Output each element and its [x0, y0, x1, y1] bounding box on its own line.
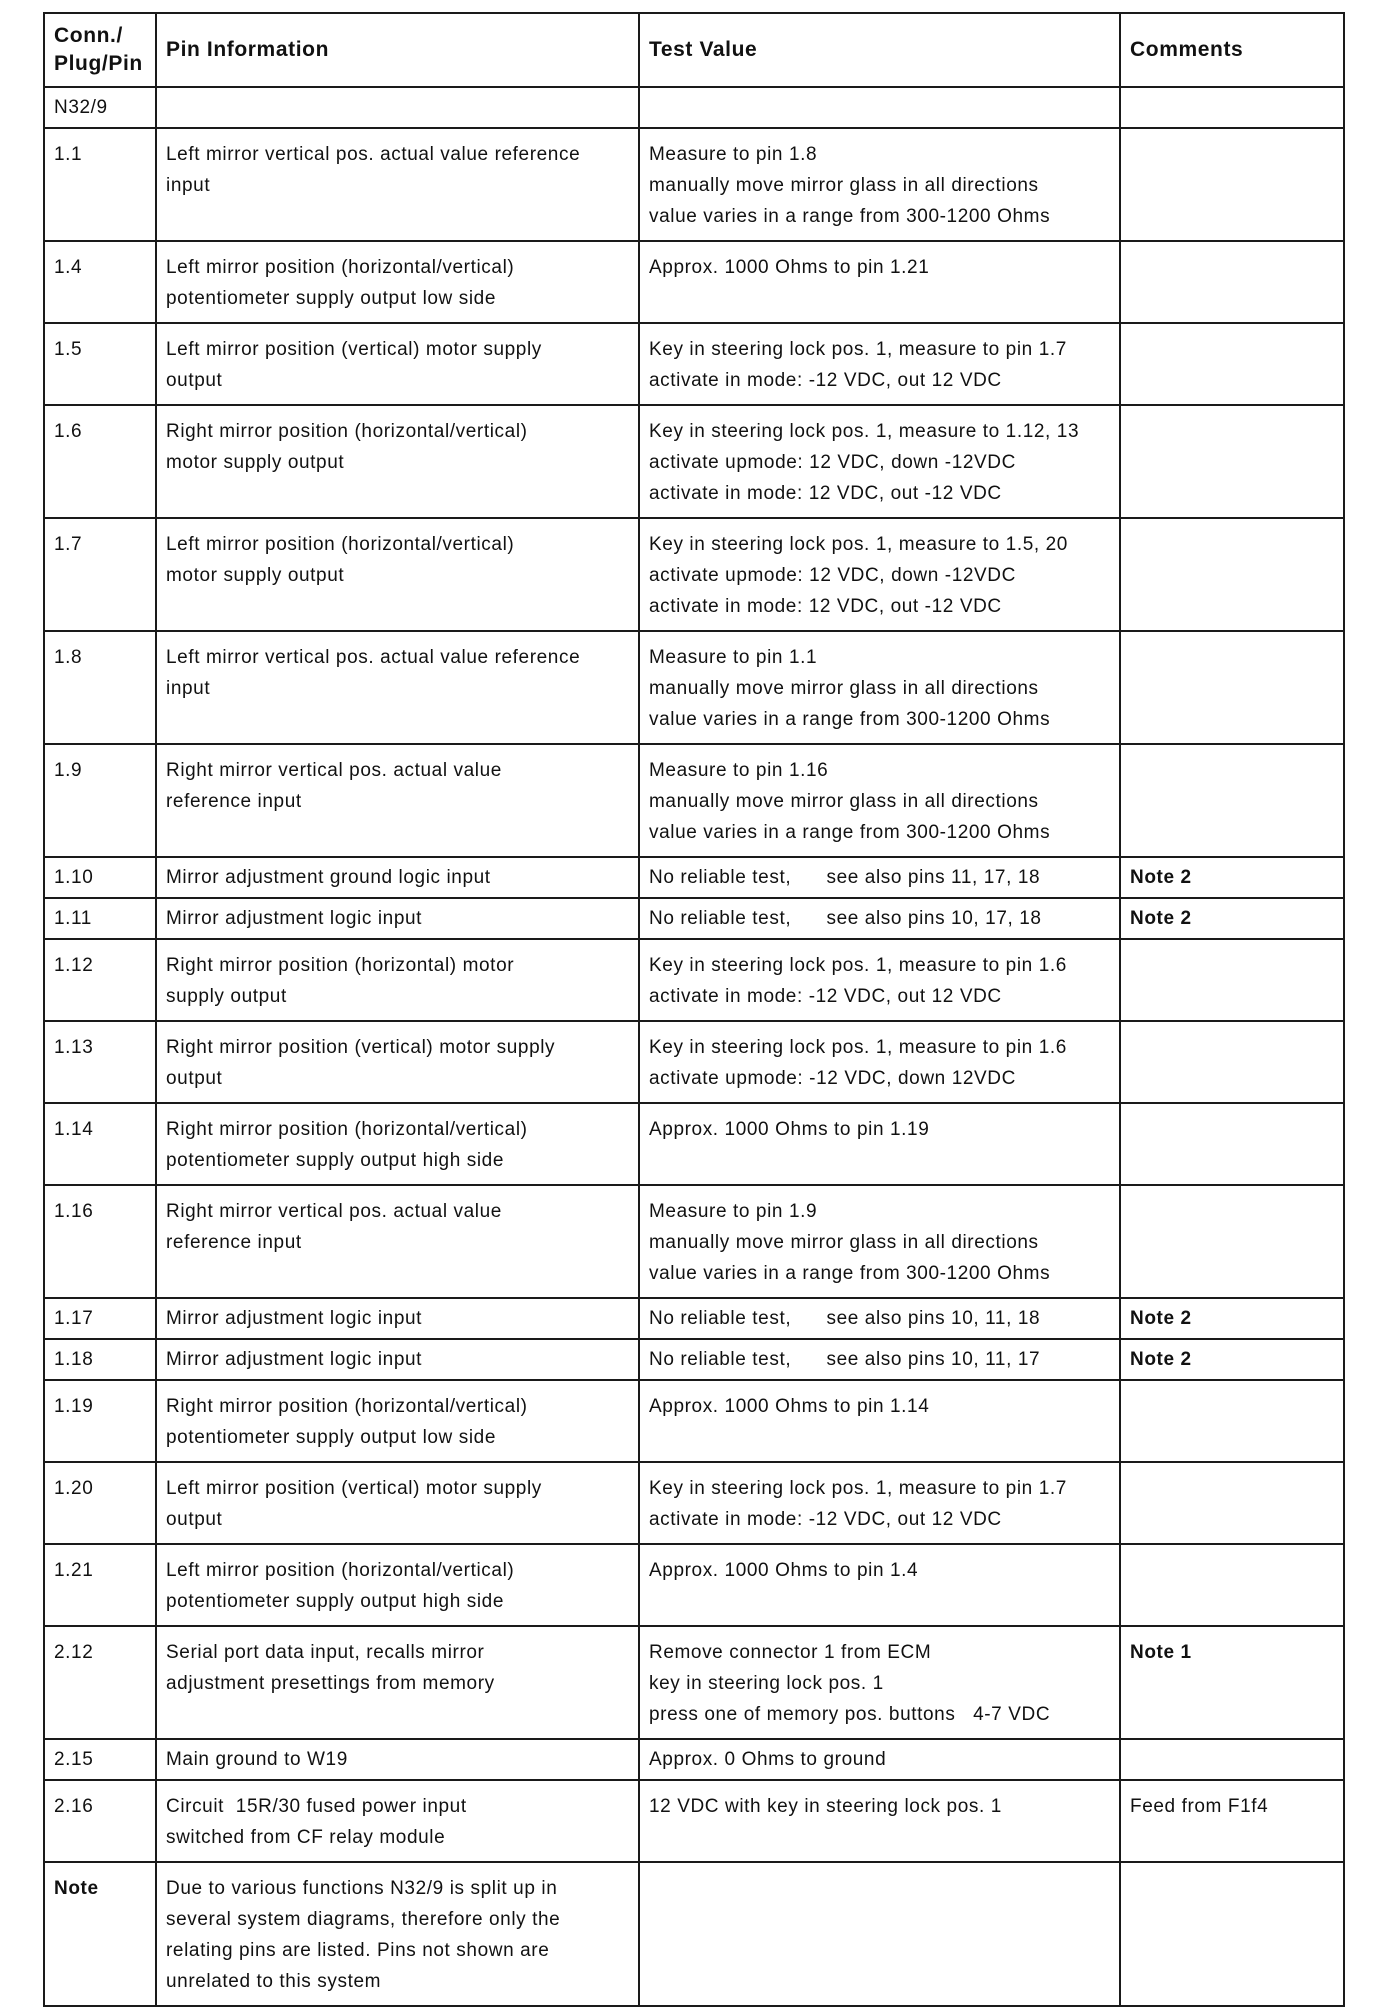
test-value	[639, 1462, 1120, 1544]
pin-number: 1.17	[44, 1298, 156, 1339]
pin-number: 2.12	[44, 1626, 156, 1739]
test-value	[639, 405, 1120, 518]
pin-information-line: Left mirror position (horizontal/vertical)	[166, 534, 515, 555]
test-value	[639, 1185, 1120, 1298]
test-value-line: activate upmode: 12 VDC, down -12VDC	[649, 452, 1016, 473]
test-value-line: Key in steering lock pos. 1, measure to pin 1.7	[649, 1478, 1067, 1499]
test-value-line: 12 VDC with key in steering lock pos. 1	[649, 1796, 1002, 1817]
test-value-line: Key in steering lock pos. 1, measure to 1.12, 13	[649, 421, 1080, 442]
pin-information	[156, 1462, 639, 1544]
comment: Feed from F1f4	[1120, 1780, 1344, 1862]
test-value-line: activate upmode: -12 VDC, down 12VDC	[649, 1068, 1016, 1089]
test-value-line: Key in steering lock pos. 1, measure to pin 1.6	[649, 955, 1067, 976]
test-value-line: value varies in a range from 300-1200 Ohms	[649, 822, 1051, 843]
test-value	[639, 744, 1120, 857]
test-value-line: key in steering lock pos. 1	[649, 1673, 884, 1694]
comment	[1120, 1021, 1344, 1103]
pin-information-line: Main ground to W19	[166, 1749, 348, 1770]
comment	[1120, 323, 1344, 405]
test-value-line: value varies in a range from 300-1200 Ohms	[649, 709, 1051, 730]
pin-information-line: motor supply output	[166, 452, 345, 473]
pin-information-line: Circuit 15R/30 fused power input	[166, 1796, 467, 1817]
table-row	[44, 1462, 1344, 1544]
comment: Note 2	[1120, 1298, 1344, 1339]
note-text-line: several system diagrams, therefore only the	[166, 1909, 561, 1930]
test-value	[639, 1739, 1120, 1780]
pin-number: 1.1	[44, 128, 156, 241]
test-value	[639, 1298, 1120, 1339]
table-row	[44, 1298, 1344, 1339]
pin-information-line: Mirror adjustment logic input	[166, 1308, 423, 1329]
pin-information-line: reference input	[166, 791, 302, 812]
comment	[1120, 405, 1344, 518]
pin-information	[156, 1544, 639, 1626]
test-value-line: Key in steering lock pos. 1, measure to pin 1.6	[649, 1037, 1067, 1058]
test-value-line: activate in mode: -12 VDC, out 12 VDC	[649, 986, 1002, 1007]
pin-number: 1.10	[44, 857, 156, 898]
pin-information-line: Right mirror position (vertical) motor supply	[166, 1037, 556, 1058]
pin-information	[156, 1103, 639, 1185]
test-value-line: Key in steering lock pos. 1, measure to 1.5, 20	[649, 534, 1068, 555]
group-empty-cell	[639, 87, 1120, 128]
pin-information-line: Left mirror vertical pos. actual value reference	[166, 144, 581, 165]
comment: Note 2	[1120, 857, 1344, 898]
test-value	[639, 1380, 1120, 1462]
test-value-line: value varies in a range from 300-1200 Ohms	[649, 1263, 1051, 1284]
note-text-line: Due to various functions N32/9 is split up in	[166, 1878, 558, 1899]
pin-information-line: switched from CF relay module	[166, 1827, 446, 1848]
test-value-line: Approx. 0 Ohms to ground	[649, 1749, 887, 1770]
pin-information-line: potentiometer supply output high side	[166, 1591, 505, 1612]
test-value-line: Approx. 1000 Ohms to pin 1.21	[649, 257, 930, 278]
pin-information-line: Right mirror vertical pos. actual value	[166, 760, 502, 781]
pin-number: 1.21	[44, 1544, 156, 1626]
note-empty-cell	[639, 1862, 1120, 2006]
pin-information-line: Left mirror vertical pos. actual value reference	[166, 647, 581, 668]
comment	[1120, 939, 1344, 1021]
table-row	[44, 1103, 1344, 1185]
table-row	[44, 898, 1344, 939]
table-row	[44, 405, 1344, 518]
table-header-row	[44, 13, 1344, 87]
group-row	[44, 87, 1344, 128]
test-value-line: manually move mirror glass in all directions	[649, 1232, 1039, 1253]
test-value	[639, 1780, 1120, 1862]
pin-information-line: Left mirror position (vertical) motor supply	[166, 339, 542, 360]
test-value-line: Remove connector 1 from ECM	[649, 1642, 932, 1663]
pin-information	[156, 1298, 639, 1339]
note-label: Note	[44, 1862, 156, 2006]
pin-information-line: Right mirror position (horizontal/vertical)	[166, 1119, 528, 1140]
header-test-value: Test Value	[639, 13, 1120, 87]
table-row	[44, 1021, 1344, 1103]
table-row	[44, 323, 1344, 405]
table-row	[44, 518, 1344, 631]
pin-information	[156, 631, 639, 744]
test-value-line: value varies in a range from 300-1200 Ohms	[649, 206, 1051, 227]
test-value-line: activate in mode: -12 VDC, out 12 VDC	[649, 370, 1002, 391]
comment: Note 1	[1120, 1626, 1344, 1739]
header-comments: Comments	[1120, 13, 1344, 87]
table-row	[44, 939, 1344, 1021]
test-value	[639, 241, 1120, 323]
pin-information-line: reference input	[166, 1232, 302, 1253]
pin-information-line: Mirror adjustment ground logic input	[166, 867, 491, 888]
test-value-line: Measure to pin 1.9	[649, 1201, 818, 1222]
test-value	[639, 128, 1120, 241]
pin-information-line: Right mirror position (horizontal) motor	[166, 955, 515, 976]
pin-information	[156, 128, 639, 241]
test-value	[639, 631, 1120, 744]
group-connector-label: N32/9	[44, 87, 156, 128]
test-value	[639, 518, 1120, 631]
table-row	[44, 1626, 1344, 1739]
pin-number: 1.13	[44, 1021, 156, 1103]
test-value	[639, 1021, 1120, 1103]
pin-information-line: Right mirror vertical pos. actual value	[166, 1201, 502, 1222]
pin-number: 1.9	[44, 744, 156, 857]
test-value	[639, 898, 1120, 939]
pin-information-line: Mirror adjustment logic input	[166, 908, 423, 929]
comment	[1120, 1544, 1344, 1626]
pin-information-line: Serial port data input, recalls mirror	[166, 1642, 485, 1663]
pin-information-line: Mirror adjustment logic input	[166, 1349, 423, 1370]
pin-information-line: Right mirror position (horizontal/vertical)	[166, 421, 528, 442]
test-value	[639, 323, 1120, 405]
test-value-line: manually move mirror glass in all directions	[649, 175, 1039, 196]
comment	[1120, 128, 1344, 241]
pin-number: 2.16	[44, 1780, 156, 1862]
test-value-line: Approx. 1000 Ohms to pin 1.19	[649, 1119, 930, 1140]
comment	[1120, 518, 1344, 631]
pin-information	[156, 1380, 639, 1462]
comment	[1120, 1380, 1344, 1462]
header-conn-line-1: Conn./	[54, 24, 123, 47]
pin-information	[156, 405, 639, 518]
pin-information	[156, 518, 639, 631]
pin-number: 1.7	[44, 518, 156, 631]
comment	[1120, 241, 1344, 323]
pin-information	[156, 1021, 639, 1103]
pin-test-sheet	[43, 12, 1343, 2007]
pin-number: 1.8	[44, 631, 156, 744]
pin-information-line: adjustment presettings from memory	[166, 1673, 495, 1694]
pin-number: 1.14	[44, 1103, 156, 1185]
test-value	[639, 1544, 1120, 1626]
pin-information-line: Left mirror position (horizontal/vertical)	[166, 257, 515, 278]
test-value-line: activate in mode: 12 VDC, out -12 VDC	[649, 596, 1002, 617]
pin-number: 2.15	[44, 1739, 156, 1780]
pin-information-line: Right mirror position (horizontal/vertical)	[166, 1396, 528, 1417]
pin-information	[156, 939, 639, 1021]
comment: Note 2	[1120, 898, 1344, 939]
pin-number: 1.11	[44, 898, 156, 939]
test-value-line: Measure to pin 1.8	[649, 144, 818, 165]
comment	[1120, 631, 1344, 744]
comment	[1120, 744, 1344, 857]
group-empty-cell	[1120, 87, 1344, 128]
test-value	[639, 1626, 1120, 1739]
table-row	[44, 1739, 1344, 1780]
pin-number: 1.20	[44, 1462, 156, 1544]
pin-information-line: input	[166, 678, 211, 699]
test-value-line: activate in mode: -12 VDC, out 12 VDC	[649, 1509, 1002, 1530]
test-value-line: No reliable test, see also pins 11, 17, 18	[649, 867, 1041, 888]
pin-information	[156, 1739, 639, 1780]
pin-information	[156, 241, 639, 323]
test-value-line: manually move mirror glass in all directions	[649, 678, 1039, 699]
table-row	[44, 1544, 1344, 1626]
test-value-line: No reliable test, see also pins 10, 17, 18	[649, 908, 1042, 929]
pin-information-line: potentiometer supply output low side	[166, 288, 497, 309]
note-row	[44, 1862, 1344, 2006]
note-text-line: unrelated to this system	[166, 1971, 382, 1992]
comment	[1120, 1185, 1344, 1298]
table-row	[44, 1780, 1344, 1862]
test-value-line: press one of memory pos. buttons 4-7 VDC	[649, 1704, 1051, 1725]
comment	[1120, 1103, 1344, 1185]
pin-information	[156, 857, 639, 898]
pin-information	[156, 1185, 639, 1298]
table-row	[44, 1339, 1344, 1380]
table-row	[44, 1380, 1344, 1462]
pin-information	[156, 1339, 639, 1380]
pin-number: 1.6	[44, 405, 156, 518]
test-value	[639, 1103, 1120, 1185]
note-text-line: relating pins are listed. Pins not shown are	[166, 1940, 550, 1961]
table-row	[44, 857, 1344, 898]
pin-information-line: output	[166, 1068, 223, 1089]
note-text	[156, 1862, 639, 2006]
pin-information-line: input	[166, 175, 211, 196]
note-empty-cell	[1120, 1862, 1344, 2006]
group-empty-cell	[156, 87, 639, 128]
test-value-line: manually move mirror glass in all directions	[649, 791, 1039, 812]
pin-number: 1.16	[44, 1185, 156, 1298]
pin-information-line: supply output	[166, 986, 287, 1007]
pin-number: 1.19	[44, 1380, 156, 1462]
pin-number: 1.5	[44, 323, 156, 405]
test-value-line: activate upmode: 12 VDC, down -12VDC	[649, 565, 1016, 586]
header-conn-plug-pin	[44, 13, 156, 87]
table-row	[44, 128, 1344, 241]
table-row	[44, 744, 1344, 857]
comment: Note 2	[1120, 1339, 1344, 1380]
pin-number: 1.18	[44, 1339, 156, 1380]
header-pin-information: Pin Information	[156, 13, 639, 87]
test-value	[639, 1339, 1120, 1380]
pin-information-line: motor supply output	[166, 565, 345, 586]
table-body	[44, 87, 1344, 2006]
pin-information	[156, 1626, 639, 1739]
test-value-line: Key in steering lock pos. 1, measure to pin 1.7	[649, 339, 1067, 360]
pin-information-line: potentiometer supply output high side	[166, 1150, 505, 1171]
pin-information	[156, 744, 639, 857]
pin-number: 1.12	[44, 939, 156, 1021]
table-row	[44, 1185, 1344, 1298]
table-row	[44, 241, 1344, 323]
pin-information	[156, 323, 639, 405]
test-value-line: Measure to pin 1.1	[649, 647, 818, 668]
header-conn-line-2: Plug/Pin	[54, 52, 143, 75]
pin-information-line: output	[166, 370, 223, 391]
table-row	[44, 631, 1344, 744]
test-value-line: activate in mode: 12 VDC, out -12 VDC	[649, 483, 1002, 504]
pin-number: 1.4	[44, 241, 156, 323]
pin-information-line: Left mirror position (vertical) motor supply	[166, 1478, 542, 1499]
comment	[1120, 1739, 1344, 1780]
test-value-line: No reliable test, see also pins 10, 11, 17	[649, 1349, 1041, 1370]
pin-test-table	[43, 12, 1345, 2007]
pin-information-line: output	[166, 1509, 223, 1530]
pin-information	[156, 1780, 639, 1862]
test-value	[639, 857, 1120, 898]
pin-information-line: Left mirror position (horizontal/vertical)	[166, 1560, 515, 1581]
test-value-line: Approx. 1000 Ohms to pin 1.4	[649, 1560, 919, 1581]
test-value-line: Approx. 1000 Ohms to pin 1.14	[649, 1396, 930, 1417]
comment	[1120, 1462, 1344, 1544]
test-value	[639, 939, 1120, 1021]
test-value-line: No reliable test, see also pins 10, 11, 18	[649, 1308, 1041, 1329]
test-value-line: Measure to pin 1.16	[649, 760, 829, 781]
pin-information-line: potentiometer supply output low side	[166, 1427, 497, 1448]
pin-information	[156, 898, 639, 939]
